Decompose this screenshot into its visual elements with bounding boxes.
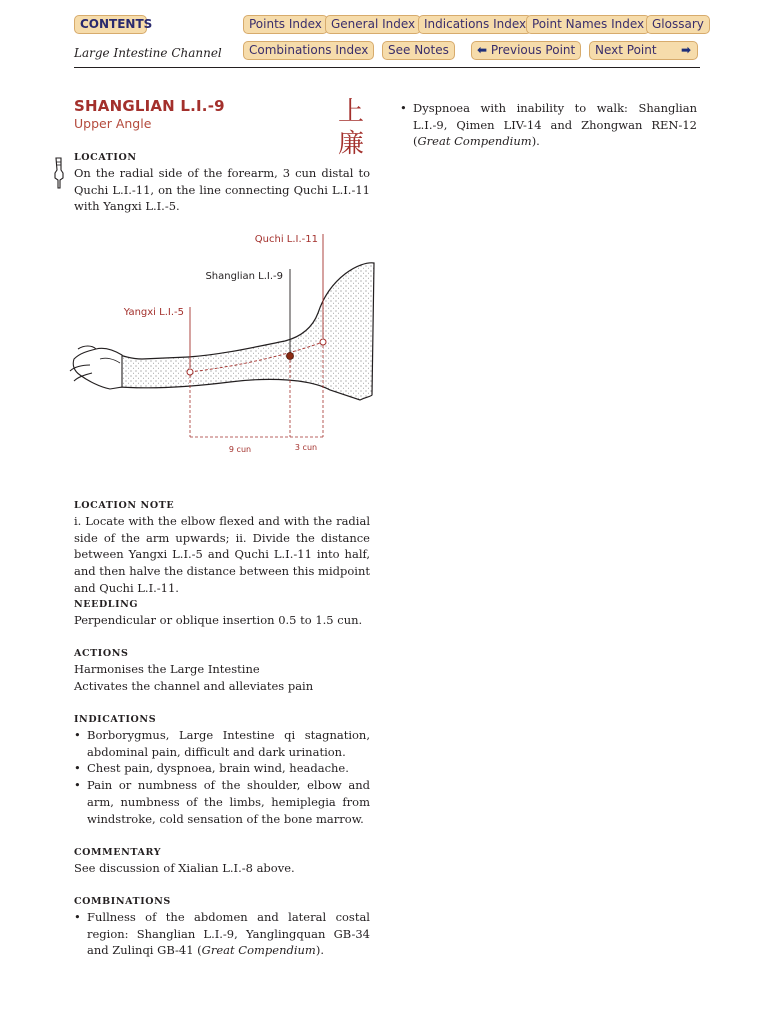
measure-9cun: 9 cun xyxy=(228,445,252,454)
next-point-label: Next Point xyxy=(595,43,657,57)
commentary-text: See discussion of Xialian L.I.-8 above. xyxy=(74,861,295,875)
actions-heading: ACTIONS xyxy=(74,648,129,659)
location-text: On the radial side of the forearm, 3 cun distal to Quchi L.I.-11, on the line connecting Quchi L.I.-11 with Yangxi L.I.-5. xyxy=(74,166,370,214)
combination-item xyxy=(74,909,370,959)
indication-item: • Borborygmus, Large Intestine qi stagnation, abdominal pain, difficult and dark urination. xyxy=(74,727,370,760)
arm-shape xyxy=(120,263,374,400)
quchi-point xyxy=(320,339,326,345)
measure-3cun: 3 cun xyxy=(294,443,318,452)
indication-item: • Pain or numbness of the shoulder, elbow and arm, numbness of the limbs, hemiplegia from windstroke, cold sensation of the bone marrow. xyxy=(74,777,370,827)
location-note-text: i. Locate with the elbow flexed and with the radial side of the arm upwards; ii. Divide the distance between Yangxi L.I.-5 and Quchi L.I.-11 into half, and then halve the distance between this midpoint and Quchi L.I.-11. xyxy=(74,514,370,595)
combination-source: Great Compendium xyxy=(201,943,316,958)
combinations-section xyxy=(74,895,370,959)
previous-point-button[interactable] xyxy=(471,41,581,60)
chinese-char-1: 上 xyxy=(338,97,365,127)
action-item: Activates the channel and alleviates pain xyxy=(74,678,314,693)
point-subtitle: Upper Angle xyxy=(74,116,152,131)
see-notes-button[interactable]: See Notes xyxy=(382,41,455,60)
point-names-index-button[interactable]: Point Names Index xyxy=(526,15,650,34)
hand-shape xyxy=(70,346,122,389)
combinations-continued xyxy=(400,100,697,150)
needling-section xyxy=(74,598,370,629)
yangxi-point xyxy=(187,369,193,375)
contents-button[interactable]: CONTENTS xyxy=(74,15,147,34)
shanglian-label: Shanglian L.I.-9 xyxy=(205,271,283,282)
combination-end: ). xyxy=(315,943,324,958)
indications-heading: INDICATIONS xyxy=(74,714,157,725)
location-heading: LOCATION xyxy=(74,152,137,163)
indications-section xyxy=(74,713,370,827)
combination-item xyxy=(400,100,697,150)
chinese-char-2: 廉 xyxy=(338,129,365,159)
general-index-button[interactable]: General Index xyxy=(325,15,421,34)
combination-text: Dyspnoea with inability to walk: Shanglian L.I.-9, Qimen LIV-14 and Zhongwan REN-12 ( xyxy=(413,101,697,149)
commentary-heading: COMMENTARY xyxy=(74,847,162,858)
previous-point-label: Previous Point xyxy=(490,43,576,57)
shanglian-point xyxy=(287,353,294,360)
header-divider xyxy=(74,67,700,68)
actions-section xyxy=(74,647,370,694)
needling-text: Perpendicular or oblique insertion 0.5 to 1.5 cun. xyxy=(74,613,363,627)
action-item: Harmonises the Large Intestine xyxy=(74,662,260,676)
combinations-heading: COMBINATIONS xyxy=(74,896,171,907)
location-section xyxy=(74,151,370,215)
arrow-left-icon: ⬅ xyxy=(477,43,488,57)
glossary-button[interactable]: Glossary xyxy=(646,15,710,34)
combination-source: Great Compendium xyxy=(417,134,532,149)
channel-name: Large Intestine Channel xyxy=(74,46,222,60)
location-note-section xyxy=(74,499,370,597)
arm-figure xyxy=(60,225,380,460)
yangxi-label: Yangxi L.I.-5 xyxy=(123,307,184,318)
indication-item: • Chest pain, dyspnoea, brain wind, headache. xyxy=(74,760,370,777)
needling-heading: NEEDLING xyxy=(74,599,139,610)
next-point-button[interactable] xyxy=(589,41,698,60)
combinations-index-button[interactable]: Combinations Index xyxy=(243,41,374,60)
needle-icon xyxy=(52,156,66,190)
quchi-label: Quchi L.I.-11 xyxy=(254,234,318,245)
arrow-right-icon: ➡ xyxy=(680,43,691,57)
combination-end: ). xyxy=(531,134,540,149)
indications-index-button[interactable]: Indications Index xyxy=(418,15,532,34)
point-title: SHANGLIAN L.I.-9 xyxy=(74,97,225,115)
combination-text: Fullness of the abdomen and lateral costal region: Shanglian L.I.-9, Yanglingquan GB-34 and Zulinqi GB-41 ( xyxy=(87,910,370,958)
points-index-button[interactable]: Points Index xyxy=(243,15,328,34)
commentary-section xyxy=(74,846,370,877)
location-note-heading: LOCATION NOTE xyxy=(74,500,175,511)
